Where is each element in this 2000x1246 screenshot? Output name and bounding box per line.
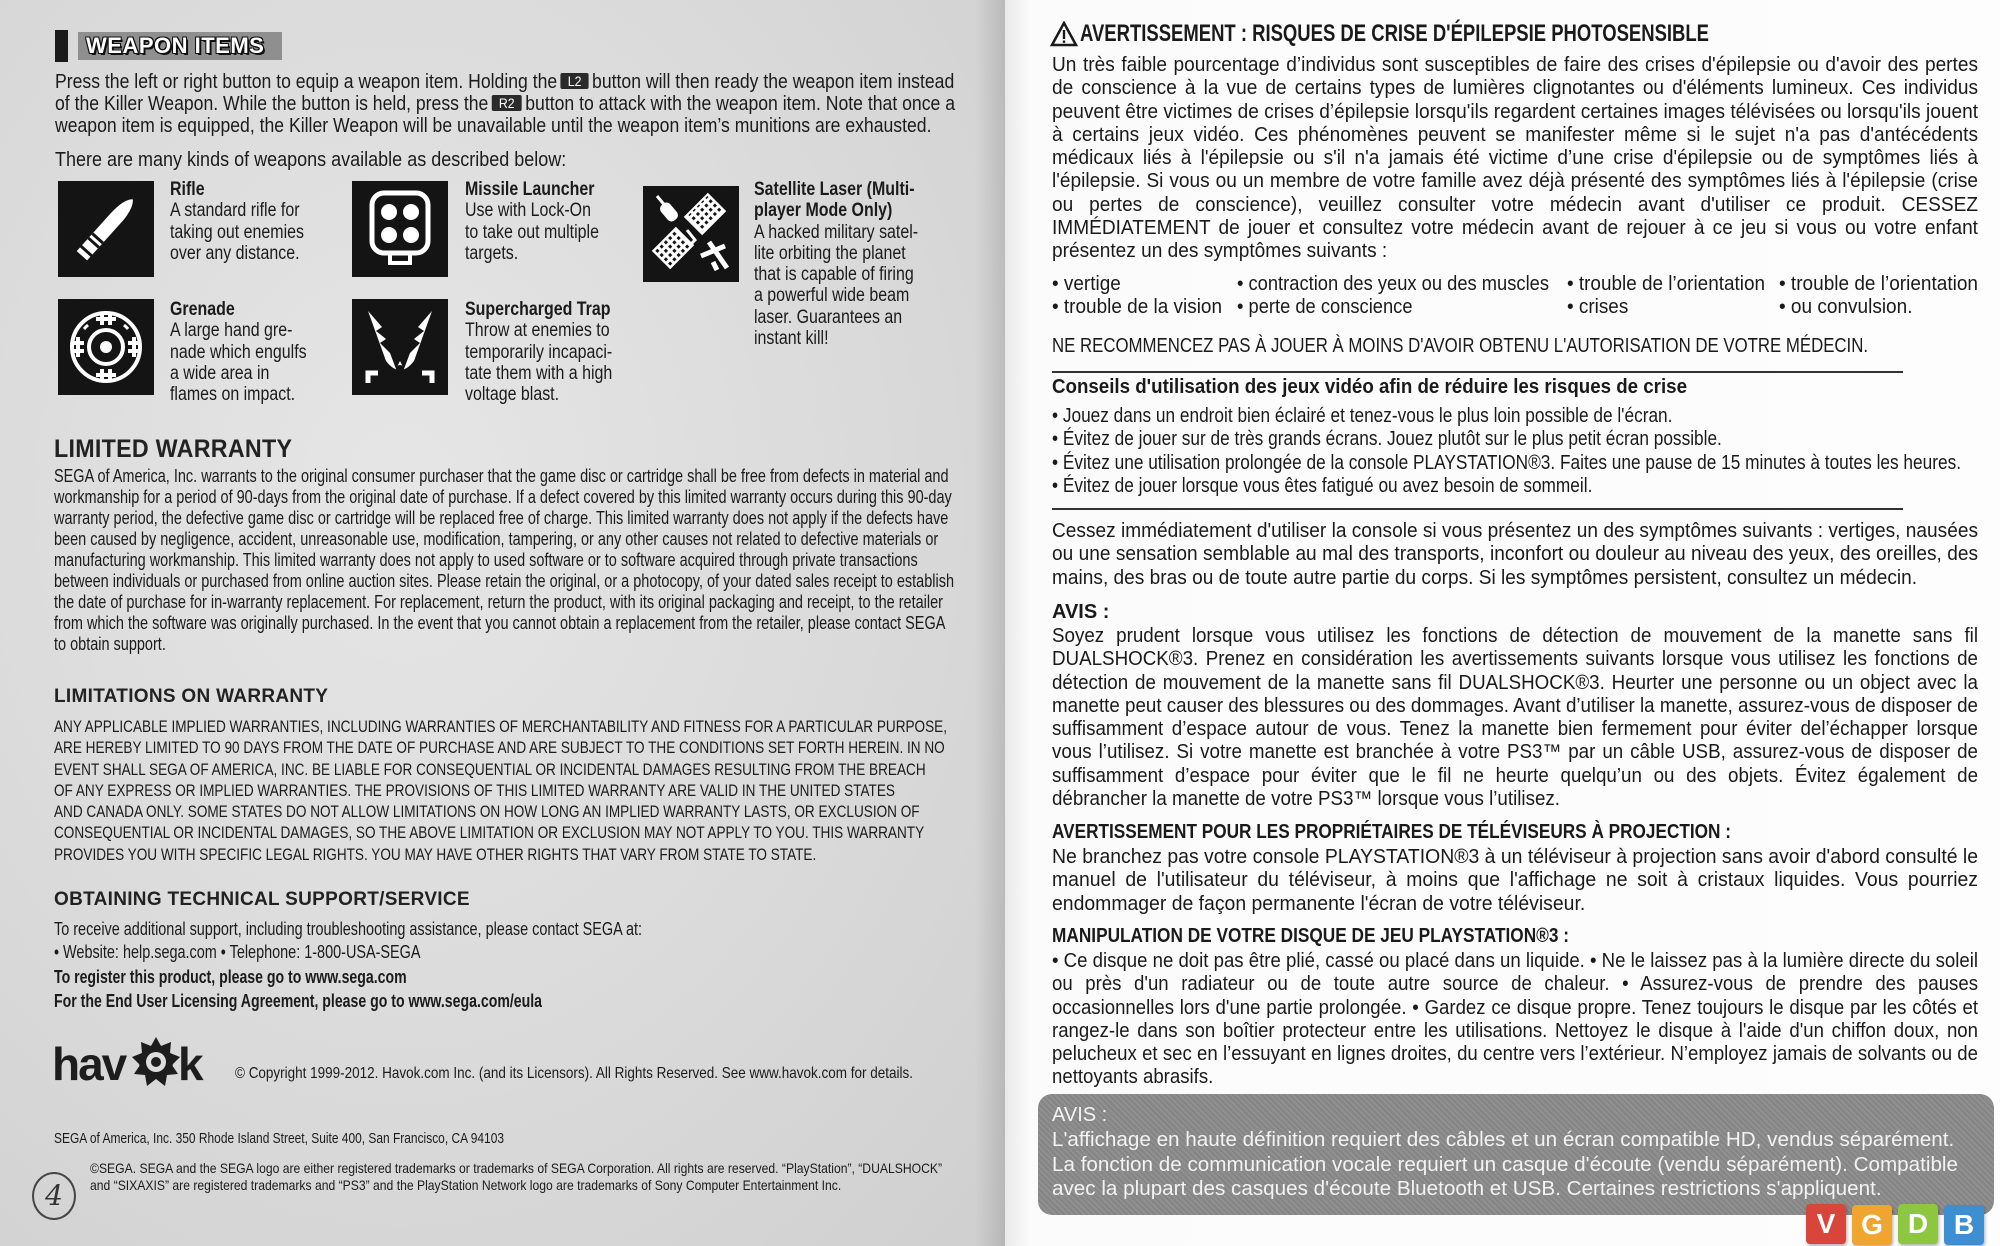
text-line: pelucheux et sec en l’essuyant en lignes droites, du centre vers l’extérieur. N’employez jamais de solvants ou de	[1052, 1043, 1978, 1066]
text-line: Un très faible pourcentage d’individus sont susceptibles de faire des crises d'épilepsie ou d'avoir des pertes	[1052, 54, 1978, 76]
text-line: © Copyright 1999-2012. Havok.com Inc. (and its Licensors). All Rights Reserved. See www.havok.com for details.	[235, 1065, 913, 1082]
text: weapon item is equipped, the Killer Weapon will be unavailable until the weapon item’s munitions are exhausted.	[55, 115, 932, 137]
text: There are many kinds of weapons available as described below:	[55, 149, 567, 171]
item-title: Supercharged Trap	[465, 299, 611, 320]
text-line: SEGA of America, Inc. warrants to the original consumer purchaser that the game disc or cartridge shall be free from defects in material and	[54, 466, 949, 486]
text-line: • perte de conscience	[1237, 296, 1413, 319]
text-line: DUALSHOCK®3. Prenez en considération les avertissements suivants lorsque vous utilisez les fonctions de	[1052, 648, 1978, 671]
weapon-intro	[55, 149, 566, 171]
heading-text: WEAPON ITEMS	[86, 33, 265, 58]
hd-notice-heading	[1052, 1103, 1107, 1128]
text: AVIS :	[1052, 1104, 1108, 1126]
text-line: between individuals or purchased from online auction sites. Please retain the original, or a photocopy, of your dated sales receipt to establish	[54, 571, 954, 591]
text-line: to obtain support.	[54, 634, 166, 654]
text-line: PROVIDES YOU WITH SPECIFIC LEGAL RIGHTS. YOU MAY HAVE OTHER RIGHTS THAT VARY FROM STATE TO STATE.	[54, 844, 817, 864]
support-body	[54, 918, 642, 964]
watermark-tile: B	[1944, 1205, 1984, 1245]
text-line: La fonction de communication vocale requiert un casque d'écoute (vendu séparément). Compatible	[1052, 1153, 1958, 1176]
projection-body	[1052, 846, 1978, 916]
text-line: L'affichage en haute définition requiert des câbles et un écran compatible HD, vendus séparément.	[1052, 1129, 1955, 1151]
text-line: • Évitez de jouer sur de très grands écrans. Jouez plutôt sur le plus petit écran possible.	[1052, 428, 1722, 451]
text-line: • contraction des yeux ou des muscles	[1237, 273, 1549, 295]
text-line: To receive additional support, including troubleshooting assistance, please contact SEGA at:	[54, 919, 642, 939]
item-title: Grenade	[170, 299, 235, 320]
text-line: à certains jeux vidéo. Ces phénomènes peuvent se manifester même si le sujet n'a pas d'antécédents	[1052, 123, 1978, 146]
svg-text:k: k	[178, 1038, 204, 1090]
support-links	[54, 965, 542, 1013]
page-number: 4	[32, 1172, 76, 1220]
text-line: SEGA of America, Inc. 350 Rhode Island Street, Suite 400, San Francisco, CA 94103	[54, 1130, 504, 1147]
text-line: To register this product, please go to www.sega.com	[54, 967, 407, 987]
text-line: peuvent être victimes de crises d’épilepsie lorsqu'ils regardent certaines images télévisées ou lorsqu'ils jouent	[1052, 100, 1978, 123]
item-desc: voltage blast.	[465, 384, 560, 406]
support-heading: OBTAINING TECHNICAL SUPPORT/SERVICE	[54, 889, 470, 910]
item-desc: targets.	[465, 242, 519, 264]
divider	[1052, 371, 1903, 373]
projection-heading	[1052, 821, 1731, 844]
text-line: avec la plupart des casques d'écoute Bluetooth et USB. Certaines restrictions s'appliquent.	[1052, 1178, 1882, 1200]
text-line: the date of purchase for in-warranty replacement. For replacement, return the product, with its original packaging and receipt, to the retailer	[54, 592, 943, 612]
grenade-icon	[58, 299, 154, 395]
item-desc: laser. Guarantees an	[754, 306, 903, 328]
supercharged-trap-icon	[352, 299, 448, 395]
item-title: Rifle	[170, 179, 205, 200]
text-line: Soyez prudent lorsque vous utilisez les fonctions de détection de mouvement de la manette sans fil	[1052, 625, 1978, 647]
text-line: MANIPULATION DE VOTRE DISQUE DE JEU PLAYSTATION®3 :	[1052, 925, 1569, 947]
item-desc: A hacked military satel-	[754, 221, 919, 243]
item-desc: Use with Lock-On	[465, 200, 591, 222]
tips-list	[1052, 405, 1961, 498]
missile-launcher-icon	[352, 181, 448, 277]
text-line: ou une sensation semblable au mal des transports, inconfort ou douleur au niveau des yeux, des oreilles, des	[1052, 543, 1978, 566]
warning-triangle-icon	[1050, 21, 1078, 52]
text-line: Ne branchez pas votre console PLAYSTATION®3 à un téléviseur à projection sans avoir d'abord consulté le	[1052, 846, 1978, 868]
text-line: IMMÉDIATEMENT de jouer et consultez votre médecin avant de rejouer à ce jeu si vous ou votre enfant	[1052, 217, 1978, 240]
havok-copyright	[235, 1063, 913, 1084]
text-line: ou pertes de conscience), veuillez consulter votre médecin avant d'utiliser ce produit. CESSEZ	[1052, 193, 1978, 216]
item-desc: a wide area in	[170, 362, 270, 384]
satellite-laser-icon	[643, 186, 739, 282]
text-line: • trouble de la vision	[1052, 296, 1222, 319]
symptom-column-2	[1237, 273, 1549, 320]
text-line: from which the software was originally purchased. In the event that you cannot obtain a replacement from the retailer, please contact SEGA	[54, 613, 946, 633]
rifle-bullet-icon	[58, 181, 154, 277]
item-desc: a powerful wide beam	[754, 285, 910, 307]
text: button will then ready the weapon item instead	[592, 71, 955, 93]
text-line: • crises	[1567, 296, 1629, 319]
item-desc: nade which engulfs	[170, 341, 307, 363]
text-line: ARE HEREBY LIMITED TO 90 DAYS FROM THE DATE OF PURCHASE AND ARE SUBJECT TO THE CONDITIONS SET FORTH HEREIN. IN NO	[54, 738, 945, 758]
text-line: • vertige	[1052, 273, 1121, 295]
text-line: Conseils d'utilisation des jeux vidéo afin de réduire les risques de crise	[1052, 376, 1687, 398]
text: button to attack with the weapon item. Note that once a	[525, 93, 955, 115]
item-desc: temporarily incapaci-	[465, 341, 613, 363]
item-desc: lite orbiting the planet	[754, 242, 906, 264]
text-line: • trouble de l’orientation	[1779, 273, 1978, 295]
item-desc: instant kill!	[754, 328, 829, 350]
heading-box	[78, 32, 282, 60]
text-line: AVERTISSEMENT POUR LES PROPRIÉTAIRES DE TÉLÉVISEURS À PROJECTION :	[1052, 821, 1731, 843]
disc-heading	[1052, 925, 1569, 948]
weapon-item-supercharged-trap	[465, 299, 612, 405]
avis-body	[1052, 625, 1978, 811]
havok-logo	[52, 1030, 227, 1095]
text-line: présentez un des symptômes suivants :	[1052, 240, 1388, 263]
watermark-tile: V	[1806, 1204, 1846, 1244]
text-line: ou près d'un radiateur ou de toute autre source de chaleur. • Assurez-vous de prendre des pauses	[1052, 973, 1978, 996]
text-line: mains, des bras ou de toute autre partie du corps. Si les symptômes persistent, consultez un médecin.	[1052, 566, 1918, 589]
item-title: Satellite Laser (Multi-	[754, 179, 915, 200]
avis-heading	[1052, 601, 1109, 624]
item-desc: to take out multiple	[465, 221, 599, 243]
text: AVIS :	[1052, 601, 1110, 623]
text-line: endommager de façon permanente l'écran de votre téléviseur.	[1052, 892, 1586, 915]
item-title: player Mode Only)	[754, 200, 893, 222]
text-line: nettoyants abrasifs.	[1052, 1066, 1214, 1089]
text-line: débrancher la manette de votre PS3™ lorsque vous l’utilisez.	[1052, 788, 1561, 811]
symptom-column-4	[1779, 273, 1978, 320]
text-line: • Website: help.sega.com • Telephone: 1-800-USA-SEGA	[54, 942, 421, 962]
stop-usage-body	[1052, 520, 1978, 590]
item-title: Missile Launcher	[465, 179, 595, 200]
text-line: manufacturing workmanship. This limited warranty does not apply to used software or to software acquired through private transactions	[54, 550, 918, 570]
symptom-column-3	[1567, 273, 1765, 320]
text-line: manette peut causer des blessures ou des dommages. Avant d’utiliser la manette, assurez-vous de disposer de	[1052, 694, 1978, 717]
weapon-item-rifle	[170, 179, 304, 264]
text-line: workmanship for a period of 90-days from the original date of purchase. If a defect covered by this limited warranty occurs during this 90-day	[54, 487, 952, 507]
item-desc: A large hand gre-	[170, 320, 293, 342]
text-line: OF ANY EXPRESS OR IMPLIED WARRANTIES. THE PROVISIONS OF THIS LIMITED WARRANTY ARE VALID IN THE UNITED STATES	[54, 780, 895, 800]
limitations-body	[54, 716, 947, 865]
text-line: rangez-le dans son boîtier protecteur entre les utilisations. Nettoyez le disque à l'aide d'un chiffon doux, non	[1052, 1019, 1978, 1042]
text-line: and “SIXAXIS” are registered trademarks and “PS3” and the PlayStation Network logo are trademarks of Sony Computer Entertainment Inc.	[90, 1177, 842, 1193]
text-line: médicaux liés à l'épilepsie ou s'il n'a jamais été victime d’une crise d'épilepsie ou de symptômes liés à	[1052, 147, 1978, 170]
text-line: • Ce disque ne doit pas être plié, cassé ou placé dans un liquide. • Ne le laissez pas à la lumière directe du soleil	[1052, 950, 1978, 972]
weapon-item-grenade	[170, 299, 307, 405]
text-line: NE RECOMMENCEZ PAS À JOUER À MOINS D'AVOIR OBTENU L'AUTORISATION DE VOTRE MÉDECIN.	[1052, 335, 1868, 357]
hd-notice-body	[1052, 1128, 1958, 1202]
divider	[1052, 508, 1903, 510]
text-line: • Évitez une utilisation prolongée de la console PLAYSTATION®3. Faites une pause de 15 minutes à toutes les heures.	[1052, 451, 1961, 474]
text-line: been caused by negligence, accident, unreasonable use, modification, tampering, or any other causes not related to defective materials or	[54, 529, 939, 549]
weapon-items-paragraph	[55, 71, 955, 137]
limited-warranty-heading: LIMITED WARRANTY	[54, 435, 293, 463]
svg-text:hav: hav	[52, 1038, 126, 1090]
weapon-item-missile-launcher	[465, 179, 599, 264]
item-desc: over any distance.	[170, 242, 300, 264]
watermark-tile: D	[1898, 1204, 1938, 1244]
text-line: vous l’utilisez. Si votre manette est branchée à votre PS3™ par un câble USB, assurez-vous de disposer de	[1052, 741, 1978, 764]
symptom-column-1	[1052, 273, 1222, 320]
limitations-heading: LIMITATIONS ON WARRANTY	[54, 686, 329, 707]
r2-button-glyph: R2	[492, 95, 522, 111]
text-line: manuel de l'utilisateur du téléviseur, à moins que l'affichage ne soit à cristaux liquides. Vous pourriez	[1052, 869, 1978, 892]
epilepsy-warning-body	[1052, 54, 1978, 264]
text: of the Killer Weapon. While the button is held, press the	[55, 93, 489, 115]
text-line: ©SEGA. SEGA and the SEGA logo are either registered trademarks or trademarks of SEGA Corporation. All rights are reserved. “PlayStation”, “DUALSHOCK”	[90, 1160, 942, 1176]
text-line: ANY APPLICABLE IMPLIED WARRANTIES, INCLUDING WARRANTIES OF MERCHANTABILITY AND FITNESS FOR A PARTICULAR PURPOSE,	[54, 717, 947, 736]
text-line: suffisamment d’espace autour de vous. Tenez la manette bien fermement pour éviter del’échapper lorsque	[1052, 718, 1978, 741]
text-line: • Évitez de jouer lorsque vous êtes fatigué ou avez besoin de sommeil.	[1052, 474, 1593, 497]
heading-bar	[55, 30, 68, 62]
item-desc: tate them with a high	[465, 362, 613, 384]
text: Press the left or right button to equip a weapon item. Holding the	[55, 71, 558, 93]
text-line: l'épilepsie. Si vous ou un membre de votre famille avez déjà présenté des symptômes liés à l'épilepsie (crise	[1052, 170, 1978, 193]
text-line: For the End User Licensing Agreement, please go to www.sega.com/eula	[54, 991, 542, 1011]
text-line: AVERTISSEMENT : RISQUES DE CRISE D'ÉPILEPSIE PHOTOSENSIBLE	[1080, 20, 1709, 47]
l2-button-glyph: L2	[561, 73, 589, 89]
text-line: CONSEQUENTIAL OR INCIDENTAL DAMAGES, SO THE ABOVE LIMITATION OR EXCLUSION MAY NOT APPLY TO YOU. THIS WARRANTY	[54, 823, 925, 843]
trademark-notice	[90, 1160, 942, 1194]
item-desc: flames on impact.	[170, 384, 296, 406]
text-line: EVENT SHALL SEGA OF AMERICA, INC. BE LIABLE FOR CONSEQUENTIAL OR INCIDENTAL DAMAGES RESULTING FROM THE BREACH	[54, 759, 926, 779]
weapon-item-satellite-laser	[754, 179, 918, 349]
item-desc: that is capable of firing	[754, 264, 914, 286]
text-line: • trouble de l’orientation	[1567, 273, 1765, 295]
text-line: Cessez immédiatement d'utiliser la console si vous présentez un des symptômes suivants : vertiges, nausées	[1052, 520, 1978, 542]
text-line: warranty period, the defective game disc or cartridge will be replaced free of charge. This limited warranty does not apply if the defects have	[54, 508, 949, 528]
text-line: détection de mouvement de la manette sans fil DUALSHOCK®3. Heurter une personne ou un object avec la	[1052, 671, 1978, 694]
no-restart-notice	[1052, 335, 1868, 358]
disc-body	[1052, 950, 1978, 1090]
sega-address	[54, 1128, 504, 1149]
item-desc: Throw at enemies to	[465, 320, 610, 342]
text-line: AND CANADA ONLY. SOME STATES DO NOT ALLOW LIMITATIONS ON HOW LONG AN IMPLIED WARRANTY LASTS, OR EXCLUSION OF	[54, 802, 920, 822]
text-line: de conscience à la vue de certains types de lumières clignotantes ou d'éléments lumineux. Ces individus	[1052, 77, 1978, 100]
tips-heading	[1052, 376, 1687, 399]
item-desc: A standard rifle for	[170, 200, 300, 222]
epilepsy-warning-title	[1080, 20, 1709, 48]
text-line: occasionnelles lors d'une partie prolongée. • Gardez ce disque propre. Tenez toujours le disque par les côtés et	[1052, 996, 1978, 1019]
text-line: • Jouez dans un endroit bien éclairé et tenez-vous le plus loin possible de l'écran.	[1052, 405, 1673, 427]
text-line: • ou convulsion.	[1779, 296, 1913, 319]
limited-warranty-body	[54, 466, 954, 655]
item-desc: taking out enemies	[170, 221, 304, 243]
text-line: suffisamment d’espace pour éviter que le fil ne heurte quelqu’un ou des objets. Évitez également de	[1052, 764, 1978, 787]
watermark-tile: G	[1852, 1205, 1892, 1245]
